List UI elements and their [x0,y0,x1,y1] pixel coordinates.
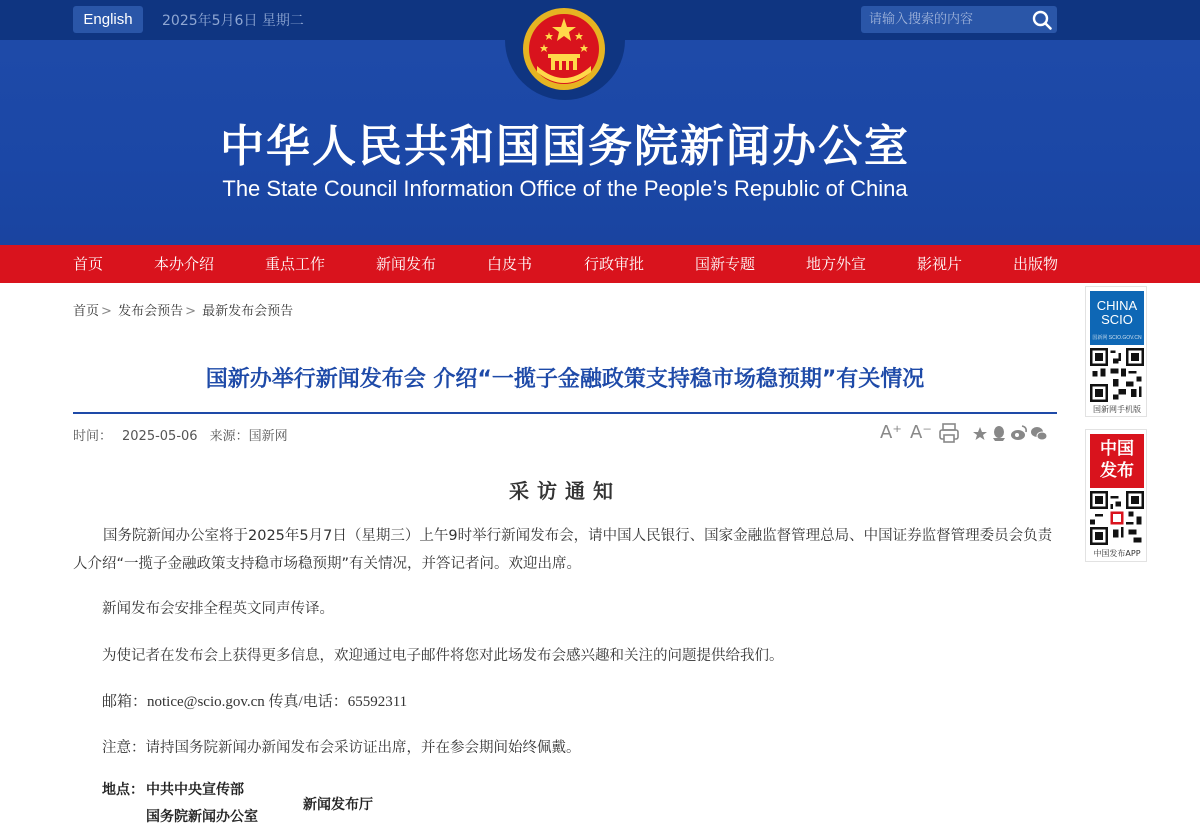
breadcrumb-separator: > [101,304,112,319]
search-box [861,6,1057,33]
site-subtitle: The State Council Information Office of the People’s Republic of China [222,176,908,201]
location-line: 中共中央宣传部 [146,782,244,798]
qr-code-icon [1090,348,1144,402]
font-larger-button[interactable]: A⁺ [880,422,902,443]
english-language-button[interactable]: English [73,6,143,33]
search-input[interactable] [869,9,1029,30]
national-emblem-icon [521,6,607,92]
scio-mobile-caption: 国新网手机版 [1093,405,1141,414]
current-date: 2025年5月6日 星期二 [162,13,304,29]
font-smaller-button[interactable]: A⁻ [910,422,932,443]
nav-item-home[interactable]: 首页 [73,255,104,273]
qr-code-icon [1090,491,1144,545]
china-release-logo-line2: 发布 [1100,461,1134,481]
nav-item-local-publicity[interactable]: 地方外宣 [806,255,867,273]
main-navigation [0,245,1200,283]
breadcrumb-press-preview[interactable]: 发布会预告 [118,304,184,319]
site-title: 中华人民共和国国务院新闻办公室 [220,121,910,172]
nav-item-publications[interactable]: 出版物 [1013,255,1059,273]
nav-item-administrative-approval[interactable]: 行政审批 [584,255,645,273]
article-title: 国新办举行新闻发布会 介绍“一揽子金融政策支持稳市场稳预期”有关情况 [205,367,925,392]
breadcrumb-home[interactable]: 首页 [73,304,100,319]
notice-heading: 采访通知 [509,479,621,503]
meta-source-label: 来源： [209,429,249,444]
location-label: 地点： [102,782,144,798]
qq-icon[interactable] [991,421,1007,445]
wechat-icon[interactable] [1030,421,1048,445]
search-icon[interactable] [1031,9,1053,31]
nav-item-key-work[interactable]: 重点工作 [265,255,326,273]
china-release-logo [1090,434,1144,488]
favorite-icon[interactable] [972,421,988,445]
nav-item-films[interactable]: 影视片 [917,255,963,273]
print-icon[interactable] [938,421,960,445]
china-release-app-card[interactable] [1085,429,1147,562]
china-scio-logo [1090,291,1144,345]
title-divider [73,412,1057,414]
location-line: 新闻发布厅 [303,797,373,813]
china-scio-logo-line1: CHINA [1096,298,1138,313]
china-scio-logo-subtext: 国新网 SCIO.GOV.CN [1092,335,1142,341]
china-scio-logo-line2: SCIO [1101,312,1133,327]
weibo-icon[interactable] [1010,421,1028,445]
scio-mobile-card[interactable] [1085,286,1147,417]
meta-source: 国新网 [248,429,288,444]
nav-item-about[interactable]: 本办介绍 [154,255,215,273]
location-line: 国务院新闻办公室 [146,809,258,825]
breadcrumb-latest-preview[interactable]: 最新发布会预告 [202,304,294,319]
paragraph-notice: 注意：请持国务院新闻办新闻发布会采访证出席，并在参会期间始终佩戴。 [102,740,581,756]
nav-item-press-releases[interactable]: 新闻发布 [376,255,437,273]
breadcrumb [73,300,293,319]
paragraph-interpretation: 新闻发布会安排全程英文同声传译。 [102,601,334,617]
paragraph-intro: 国务院新闻办公室将于2025年5月7日（星期三）上午9时举行新闻发布会，请中国人民银行、国家金融监督管理总局、中国证券监督管理委员会负责人介绍“一揽子金融政策支持稳市场稳预期”有关情况，并答记者问。欢迎出席。 [73,528,1053,572]
china-release-logo-line1: 中国 [1100,439,1134,459]
nav-item-special-topics[interactable]: 国新专题 [695,255,756,273]
paragraph-contact: 邮箱：notice@scio.gov.cn 传真/电话：65592311 [102,694,408,710]
meta-time: 2025-05-06 [122,429,198,444]
meta-time-label: 时间： [73,429,113,444]
china-release-caption: 中国发布APP [1093,549,1141,558]
nav-item-white-papers[interactable]: 白皮书 [487,255,533,273]
paragraph-questions: 为使记者在发布会上获得更多信息，欢迎通过电子邮件将您对此场发布会感兴趣和关注的问题提供给我们。 [102,648,784,664]
breadcrumb-separator: > [185,304,196,319]
article-meta [73,425,298,444]
